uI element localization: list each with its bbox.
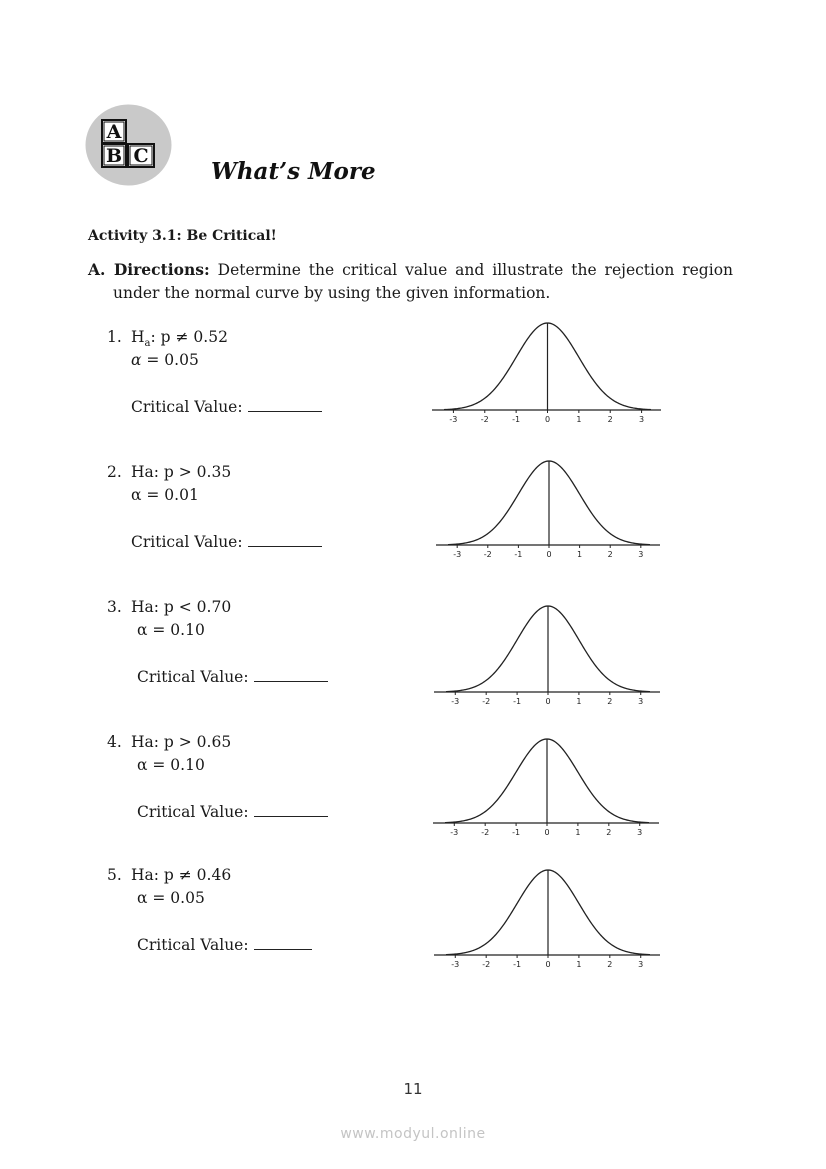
problem-number: 2. — [107, 463, 122, 481]
critical-value-blank[interactable] — [254, 666, 328, 682]
critical-value-line: Critical Value: — [131, 396, 322, 416]
tick-label: 3 — [638, 697, 644, 706]
tick-label: -2 — [482, 697, 491, 706]
significance-level: α = 0.01 — [131, 486, 199, 504]
critical-value-line: Critical Value: — [131, 531, 322, 551]
significance-level: α = 0.10 — [137, 621, 205, 639]
critical-value-blank[interactable] — [254, 801, 328, 817]
alternative-hypothesis: Ha: p < 0.70 — [131, 598, 232, 616]
tick-label: 1 — [576, 697, 582, 706]
significance-level: α = 0.05 — [137, 889, 205, 907]
tick-label: -2 — [482, 960, 491, 969]
directions-label: A. Directions: — [88, 260, 210, 279]
tick-label: 2 — [607, 550, 613, 559]
tick-label: -3 — [453, 550, 462, 559]
critical-value-line: Critical Value: — [137, 801, 328, 821]
tick-label: -3 — [451, 960, 460, 969]
normal-curve-2[interactable] — [434, 456, 664, 561]
tick-label: 2 — [607, 415, 613, 424]
critical-value-line: Critical Value: — [137, 934, 312, 954]
tick-label: 0 — [544, 828, 550, 837]
tick-label: -1 — [513, 697, 522, 706]
tick-label: -1 — [512, 828, 521, 837]
block-c-letter: C — [133, 145, 149, 167]
significance-level: α = 0.10 — [137, 756, 205, 774]
normal-curve-5[interactable] — [432, 865, 664, 971]
tick-label: -1 — [514, 550, 523, 559]
tick-label: -1 — [512, 415, 521, 424]
tick-label: 0 — [545, 697, 551, 706]
alternative-hypothesis: Ha: p > 0.35 — [131, 463, 232, 481]
tick-label: 1 — [575, 828, 581, 837]
abc-blocks-icon — [85, 104, 172, 186]
tick-label: 0 — [544, 415, 551, 424]
tick-label: -1 — [513, 960, 522, 969]
tick-label: 3 — [638, 550, 644, 559]
tick-label: -3 — [450, 828, 459, 837]
tick-label: 1 — [576, 960, 582, 969]
problem-number: 4. — [107, 733, 122, 751]
alternative-hypothesis: Ha: p ≠ 0.46 — [131, 866, 232, 884]
alternative-hypothesis: Ha: p > 0.65 — [131, 733, 232, 751]
tick-label: 2 — [607, 960, 613, 969]
tick-label: -2 — [483, 550, 492, 559]
significance-level: α = 0.05 — [131, 351, 199, 369]
directions-line-1: Determine the critical value and illustrate the rejection region — [217, 261, 734, 279]
tick-label: 2 — [607, 697, 613, 706]
tick-label: -2 — [481, 828, 490, 837]
block-b-letter: B — [105, 145, 123, 167]
directions — [88, 258, 733, 305]
critical-value-blank[interactable] — [254, 934, 312, 950]
critical-value-blank[interactable] — [248, 531, 322, 547]
problem-number: 5. — [107, 866, 122, 884]
tick-label: -3 — [451, 697, 460, 706]
page-number: 11 — [403, 1080, 423, 1098]
normal-curve-4[interactable] — [431, 734, 663, 839]
critical-value-line: Critical Value: — [137, 666, 328, 686]
tick-label: -3 — [449, 415, 458, 424]
activity-title: Activity 3.1: Be Critical! — [88, 228, 277, 244]
tick-label: 3 — [637, 828, 643, 837]
section-title: What’s More — [211, 158, 376, 185]
tick-label: 2 — [606, 828, 612, 837]
watermark: www.modyul.online — [340, 1126, 486, 1142]
tick-label: 0 — [545, 960, 551, 969]
critical-value-blank[interactable] — [248, 396, 322, 412]
tick-label: 3 — [638, 960, 644, 969]
tick-label: -2 — [480, 415, 489, 424]
directions-line-2: under the normal curve by using the given information. — [113, 284, 551, 302]
tick-label: 0 — [546, 550, 552, 559]
block-a-letter: A — [106, 121, 122, 143]
problem-number: 3. — [107, 598, 122, 616]
alternative-hypothesis: $H_a$: p ≠ 0.52 — [131, 328, 228, 350]
normal-curve-3[interactable] — [432, 601, 664, 708]
tick-label: 1 — [577, 550, 583, 559]
problem-number: 1. — [107, 328, 122, 346]
tick-label: 3 — [639, 415, 645, 424]
normal-curve-1[interactable] — [430, 318, 665, 426]
tick-label: 1 — [576, 415, 582, 424]
